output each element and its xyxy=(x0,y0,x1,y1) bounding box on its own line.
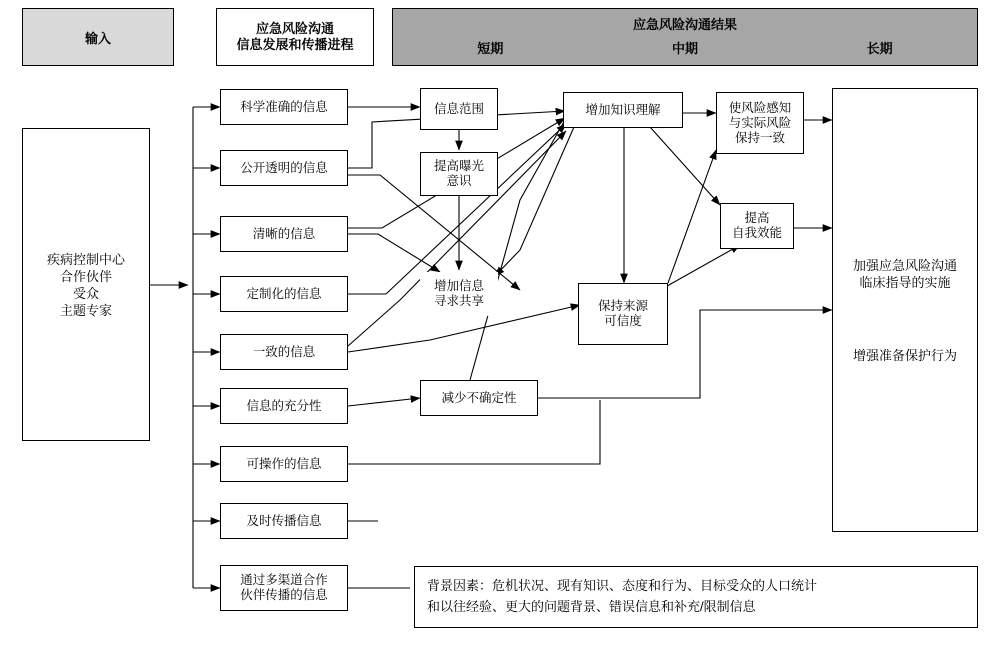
long-term-box-1-line2: 与实际风险 xyxy=(728,115,792,130)
mid-term-box-2-line2: 可信度 xyxy=(604,314,642,328)
short-term-box-4-label: 减少不确定性 xyxy=(441,390,517,405)
mid-term-box-2 xyxy=(578,283,668,345)
process-box-4 xyxy=(220,276,348,312)
process-box-8 xyxy=(220,503,348,539)
long-term-box-1-line3: 保持一致 xyxy=(734,130,785,145)
short-term-box-1-label: 信息范围 xyxy=(433,101,484,116)
short-term-box-4 xyxy=(420,380,538,416)
mid-term-box-1 xyxy=(563,92,683,128)
mid-term-box-3 xyxy=(720,203,794,249)
header-input-label: 输入 xyxy=(84,30,111,46)
long-term-box-1-line1: 使风险感知 xyxy=(728,100,792,115)
mid-term-box-1-label: 增加知识理解 xyxy=(585,102,661,117)
process-box-2-label: 公开透明的信息 xyxy=(240,160,328,175)
long-term-box-1 xyxy=(716,92,804,154)
short-term-box-3-line1: 增加信息 xyxy=(433,279,484,293)
footnote-box xyxy=(414,566,978,628)
header-process-line1: 应急风险沟通 xyxy=(255,21,334,36)
header-column-mid: 中期 xyxy=(671,41,698,56)
process-box-8-label: 及时传播信息 xyxy=(246,513,322,528)
input-box xyxy=(22,128,150,441)
process-box-3 xyxy=(220,216,348,252)
process-box-7-label: 可操作的信息 xyxy=(246,456,322,471)
outcome-line3: 增强准备保护行为 xyxy=(852,347,957,363)
process-box-9-line2: 伙伴传播的信息 xyxy=(240,588,328,602)
input-line-4: 主题专家 xyxy=(59,302,112,318)
header-process xyxy=(216,8,374,66)
input-line-2: 合作伙伴 xyxy=(59,268,112,284)
header-results-title: 应急风险沟通结果 xyxy=(632,17,737,32)
header-column-short: 短期 xyxy=(477,41,504,56)
process-box-4-label: 定制化的信息 xyxy=(246,286,322,301)
short-term-box-2-line1: 提高曝光 xyxy=(433,159,484,173)
process-box-1-label: 科学准确的信息 xyxy=(240,99,328,114)
input-line-1: 疾病控制中心 xyxy=(46,251,125,267)
short-term-box-3 xyxy=(420,272,498,316)
mid-term-box-2-line1: 保持来源 xyxy=(597,299,648,313)
footnote-line1: 背景因素：危机状况、现有知识、态度和行为、目标受众的人口统计 xyxy=(427,578,818,593)
header-results xyxy=(392,8,978,66)
mid-term-box-3-line2: 自我效能 xyxy=(731,226,782,240)
header-process-line2: 信息发展和传播进程 xyxy=(236,37,354,52)
short-term-box-1 xyxy=(420,88,498,130)
process-box-9-line1: 通过多渠道合作 xyxy=(240,573,328,587)
header-results-columns xyxy=(393,38,977,57)
process-box-7 xyxy=(220,446,348,482)
mid-term-box-3-line1: 提高 xyxy=(744,211,770,225)
process-box-5-label: 一致的信息 xyxy=(252,344,316,359)
process-box-1 xyxy=(220,89,348,125)
process-box-6-label: 信息的充分性 xyxy=(246,398,322,413)
header-column-long: 长期 xyxy=(866,41,893,56)
short-term-box-2-line2: 意识 xyxy=(446,174,472,188)
short-term-box-3-line2: 寻求共享 xyxy=(433,294,484,308)
outcome-line1: 加强应急风险沟通 xyxy=(852,257,957,273)
footnote-line2: 和以往经验、更大的问题背景、错误信息和补充/限制信息 xyxy=(427,599,756,614)
process-box-2 xyxy=(220,150,348,186)
input-line-3: 受众 xyxy=(72,285,99,301)
process-box-5 xyxy=(220,334,348,370)
outcome-line2: 临床指导的实施 xyxy=(859,274,951,290)
process-box-3-label: 清晰的信息 xyxy=(252,226,316,241)
process-box-9 xyxy=(220,565,348,611)
short-term-box-2 xyxy=(420,152,498,196)
header-input xyxy=(22,8,174,66)
process-box-6 xyxy=(220,388,348,424)
outcome-box xyxy=(832,88,978,532)
